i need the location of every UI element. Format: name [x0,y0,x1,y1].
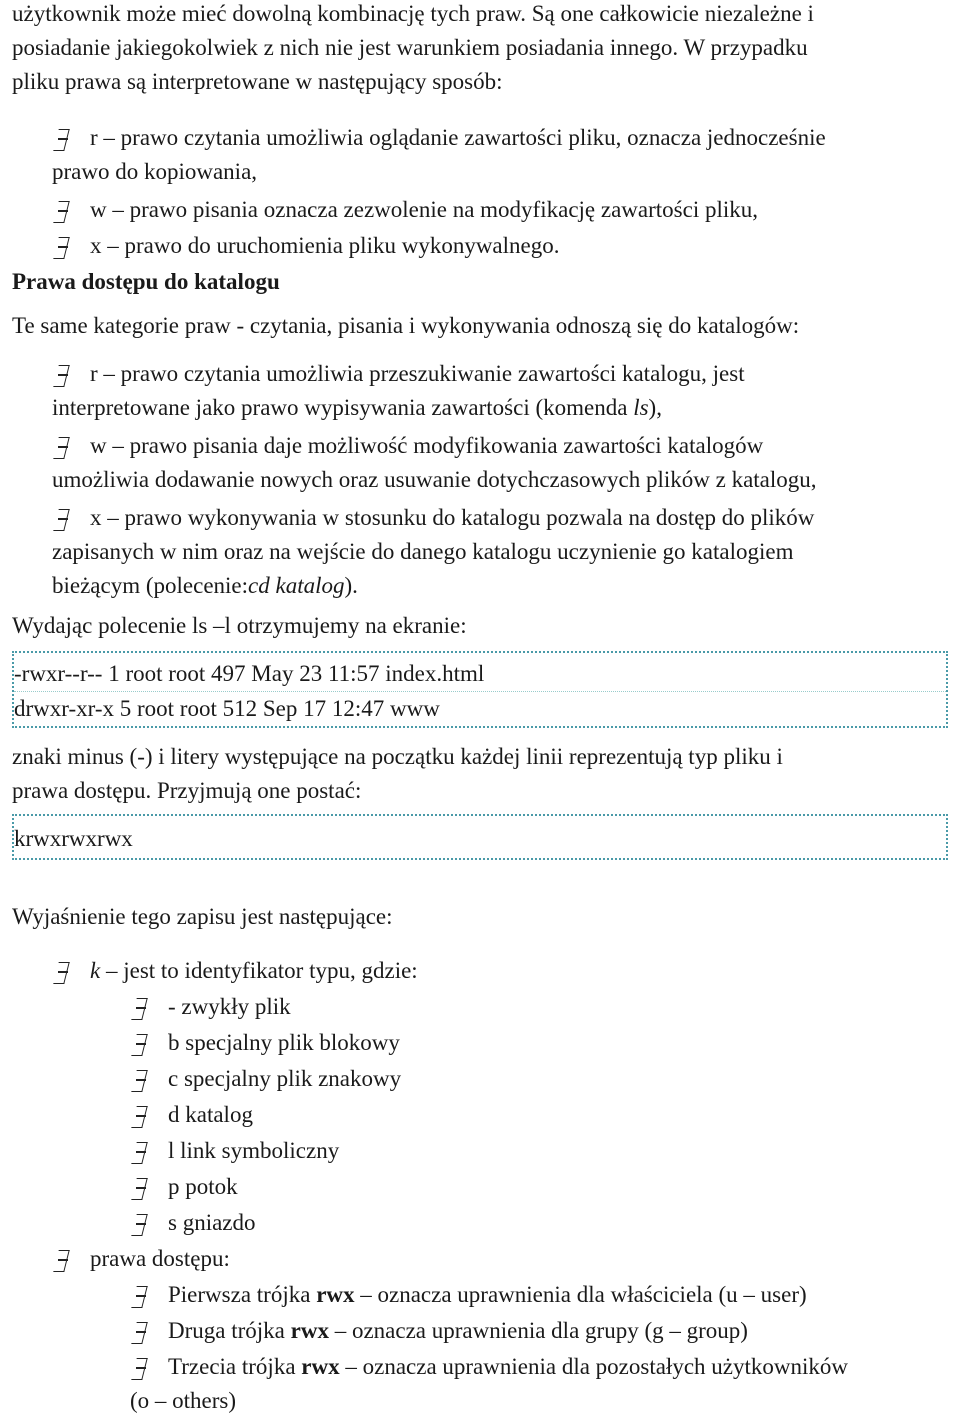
triplet-pre: Pierwsza trójka [168,1282,317,1307]
bullet-icon [132,1354,148,1380]
list-item [12,1314,948,1348]
list-item [12,229,948,263]
ls-intro: Wydając polecenie ls –l otrzymujemy na ekranie: [12,613,467,638]
explain-intro: Wyjaśnienie tego zapisu jest następujące: [12,904,393,929]
bullet-icon [132,1138,148,1164]
type-item: p potok [168,1174,238,1199]
bullet-icon [132,1282,148,1308]
bullet-icon [54,1246,70,1272]
list-item [12,1278,948,1312]
rights-label: prawa dostępu: [90,1246,230,1271]
intro-line-2: posiadanie jakiegokolwiek z nich nie jest warunkiem posiadania innego. W przypadku [12,35,808,60]
dir-right-x-line-3a: bieżącym (polecenie: [52,573,249,598]
list-item-cont [12,1384,948,1418]
triplet-post: – oznacza uprawnienia dla grupy (g – group) [328,1318,748,1343]
intro-line-3: pliku prawa są interpretowane w następujący sposób: [12,69,503,94]
dir-right-r-line-1: r – prawo czytania umożliwia przeszukiwanie zawartości katalogu, jest [90,361,745,386]
list-item [12,1206,948,1240]
file-right-r-line-2: prawo do kopiowania, [52,159,258,184]
ls-output-line: -rwxr--r-- 1 root root 497 May 23 11:57 index.html [14,657,946,692]
dir-right-r-line-2b: ), [648,395,662,420]
list-item [12,990,948,1024]
list-item [12,1242,948,1276]
types-list [12,990,948,1240]
ls-output-box [12,651,948,728]
dir-right-w-line-1: w – prawo pisania daje możliwość modyfikowania zawartości katalogów [90,433,764,458]
type-item: b specjalny plik blokowy [168,1030,400,1055]
bullet-icon [54,197,70,223]
signs-paragraph [12,740,948,808]
dir-right-r-line-2a: interpretowane jako prawo wypisywania zawartości (komenda [52,395,634,420]
bullet-icon [132,994,148,1020]
triplet-rwx: rwx [301,1354,340,1379]
triplet-pre: Trzecia trójka [168,1354,302,1379]
triplet-pre: Druga trójka [168,1318,291,1343]
dir-right-x-line-2: zapisanych w nim oraz na wejście do danego katalogu uczynienie go katalogiem [52,539,794,564]
explain-list [12,954,948,1418]
triplet-post: – oznacza uprawnienia dla właściciela (u – user) [354,1282,807,1307]
list-item [12,954,948,988]
file-rights-list [12,121,948,263]
bullet-icon [54,505,70,531]
type-item: l link symboliczny [168,1138,340,1163]
list-item [12,121,948,155]
triplets-list [12,1278,948,1418]
file-right-x: x – prawo do uruchomienia pliku wykonywalnego. [90,233,560,258]
bullet-icon [132,1030,148,1056]
triplet-line-2: (o – others) [130,1388,237,1413]
bullet-icon [132,1210,148,1236]
k-description: – jest to identyfikator typu, gdzie: [100,958,418,983]
dir-right-x-line-3b: ). [344,573,358,598]
bullet-icon [54,125,70,151]
triplet-rwx: rwx [290,1318,329,1343]
bullet-icon [132,1174,148,1200]
list-item-cont [12,569,948,603]
bullet-icon [132,1318,148,1344]
bullet-icon [54,361,70,387]
list-item [12,357,948,391]
intro-line-1: użytkownik może mieć dowolną kombinację tych praw. Są one całkowicie niezależne i [12,1,814,26]
list-item [12,1350,948,1384]
list-item-cont [12,391,948,425]
file-right-w: w – prawo pisania oznacza zezwolenie na modyfikację zawartości pliku, [90,197,758,222]
intro-paragraph [12,0,948,99]
list-item [12,1098,948,1132]
bullet-icon [54,233,70,259]
signs-line-1: znaki minus (-) i litery występujące na początku każdej linii reprezentują typ pliku i [12,744,783,769]
bullet-icon [54,433,70,459]
dir-intro: Te same kategorie praw - czytania, pisania i wykonywania odnoszą się do katalogów: [12,313,800,338]
document-page [12,0,948,1418]
bullet-icon [132,1102,148,1128]
signs-line-2: prawa dostępu. Przyjmują one postać: [12,778,362,803]
type-item: s gniazdo [168,1210,256,1235]
dir-right-r-ls: ls [633,395,649,420]
list-item-cont [12,463,948,497]
list-item [12,1026,948,1060]
list-item [12,501,948,535]
type-item: - zwykły plik [168,994,291,1019]
dir-right-w-line-2: umożliwia dodawanie nowych oraz usuwanie dotychczasowych plików z katalogu, [52,467,817,492]
list-item-cont [12,155,948,189]
section-heading: Prawa dostępu do katalogu [12,269,280,294]
list-item-cont [12,535,948,569]
list-item [12,429,948,463]
list-item [12,1062,948,1096]
dir-rights-list [12,357,948,603]
pattern-box [12,814,948,860]
dir-right-x-cd: cd katalog [248,573,345,598]
ls-output-line: drwxr-xr-x 5 root root 512 Sep 17 12:47 www [14,696,440,721]
triplet-rwx: rwx [316,1282,355,1307]
list-item [12,1134,948,1168]
dir-right-x-line-1: x – prawo wykonywania w stosunku do katalogu pozwala na dostęp do plików [90,505,815,530]
list-item [12,1170,948,1204]
type-item: d katalog [168,1102,253,1127]
bullet-icon [132,1066,148,1092]
list-item [12,193,948,227]
bullet-icon [54,958,70,984]
triplet-post: – oznacza uprawnienia dla pozostałych użytkowników [339,1354,848,1379]
k-identifier: k [90,958,101,983]
file-right-r-line-1: r – prawo czytania umożliwia oglądanie zawartości pliku, oznacza jednocześnie [90,125,826,150]
type-item: c specjalny plik znakowy [168,1066,402,1091]
pattern-text: krwxrwxrwx [14,826,133,851]
